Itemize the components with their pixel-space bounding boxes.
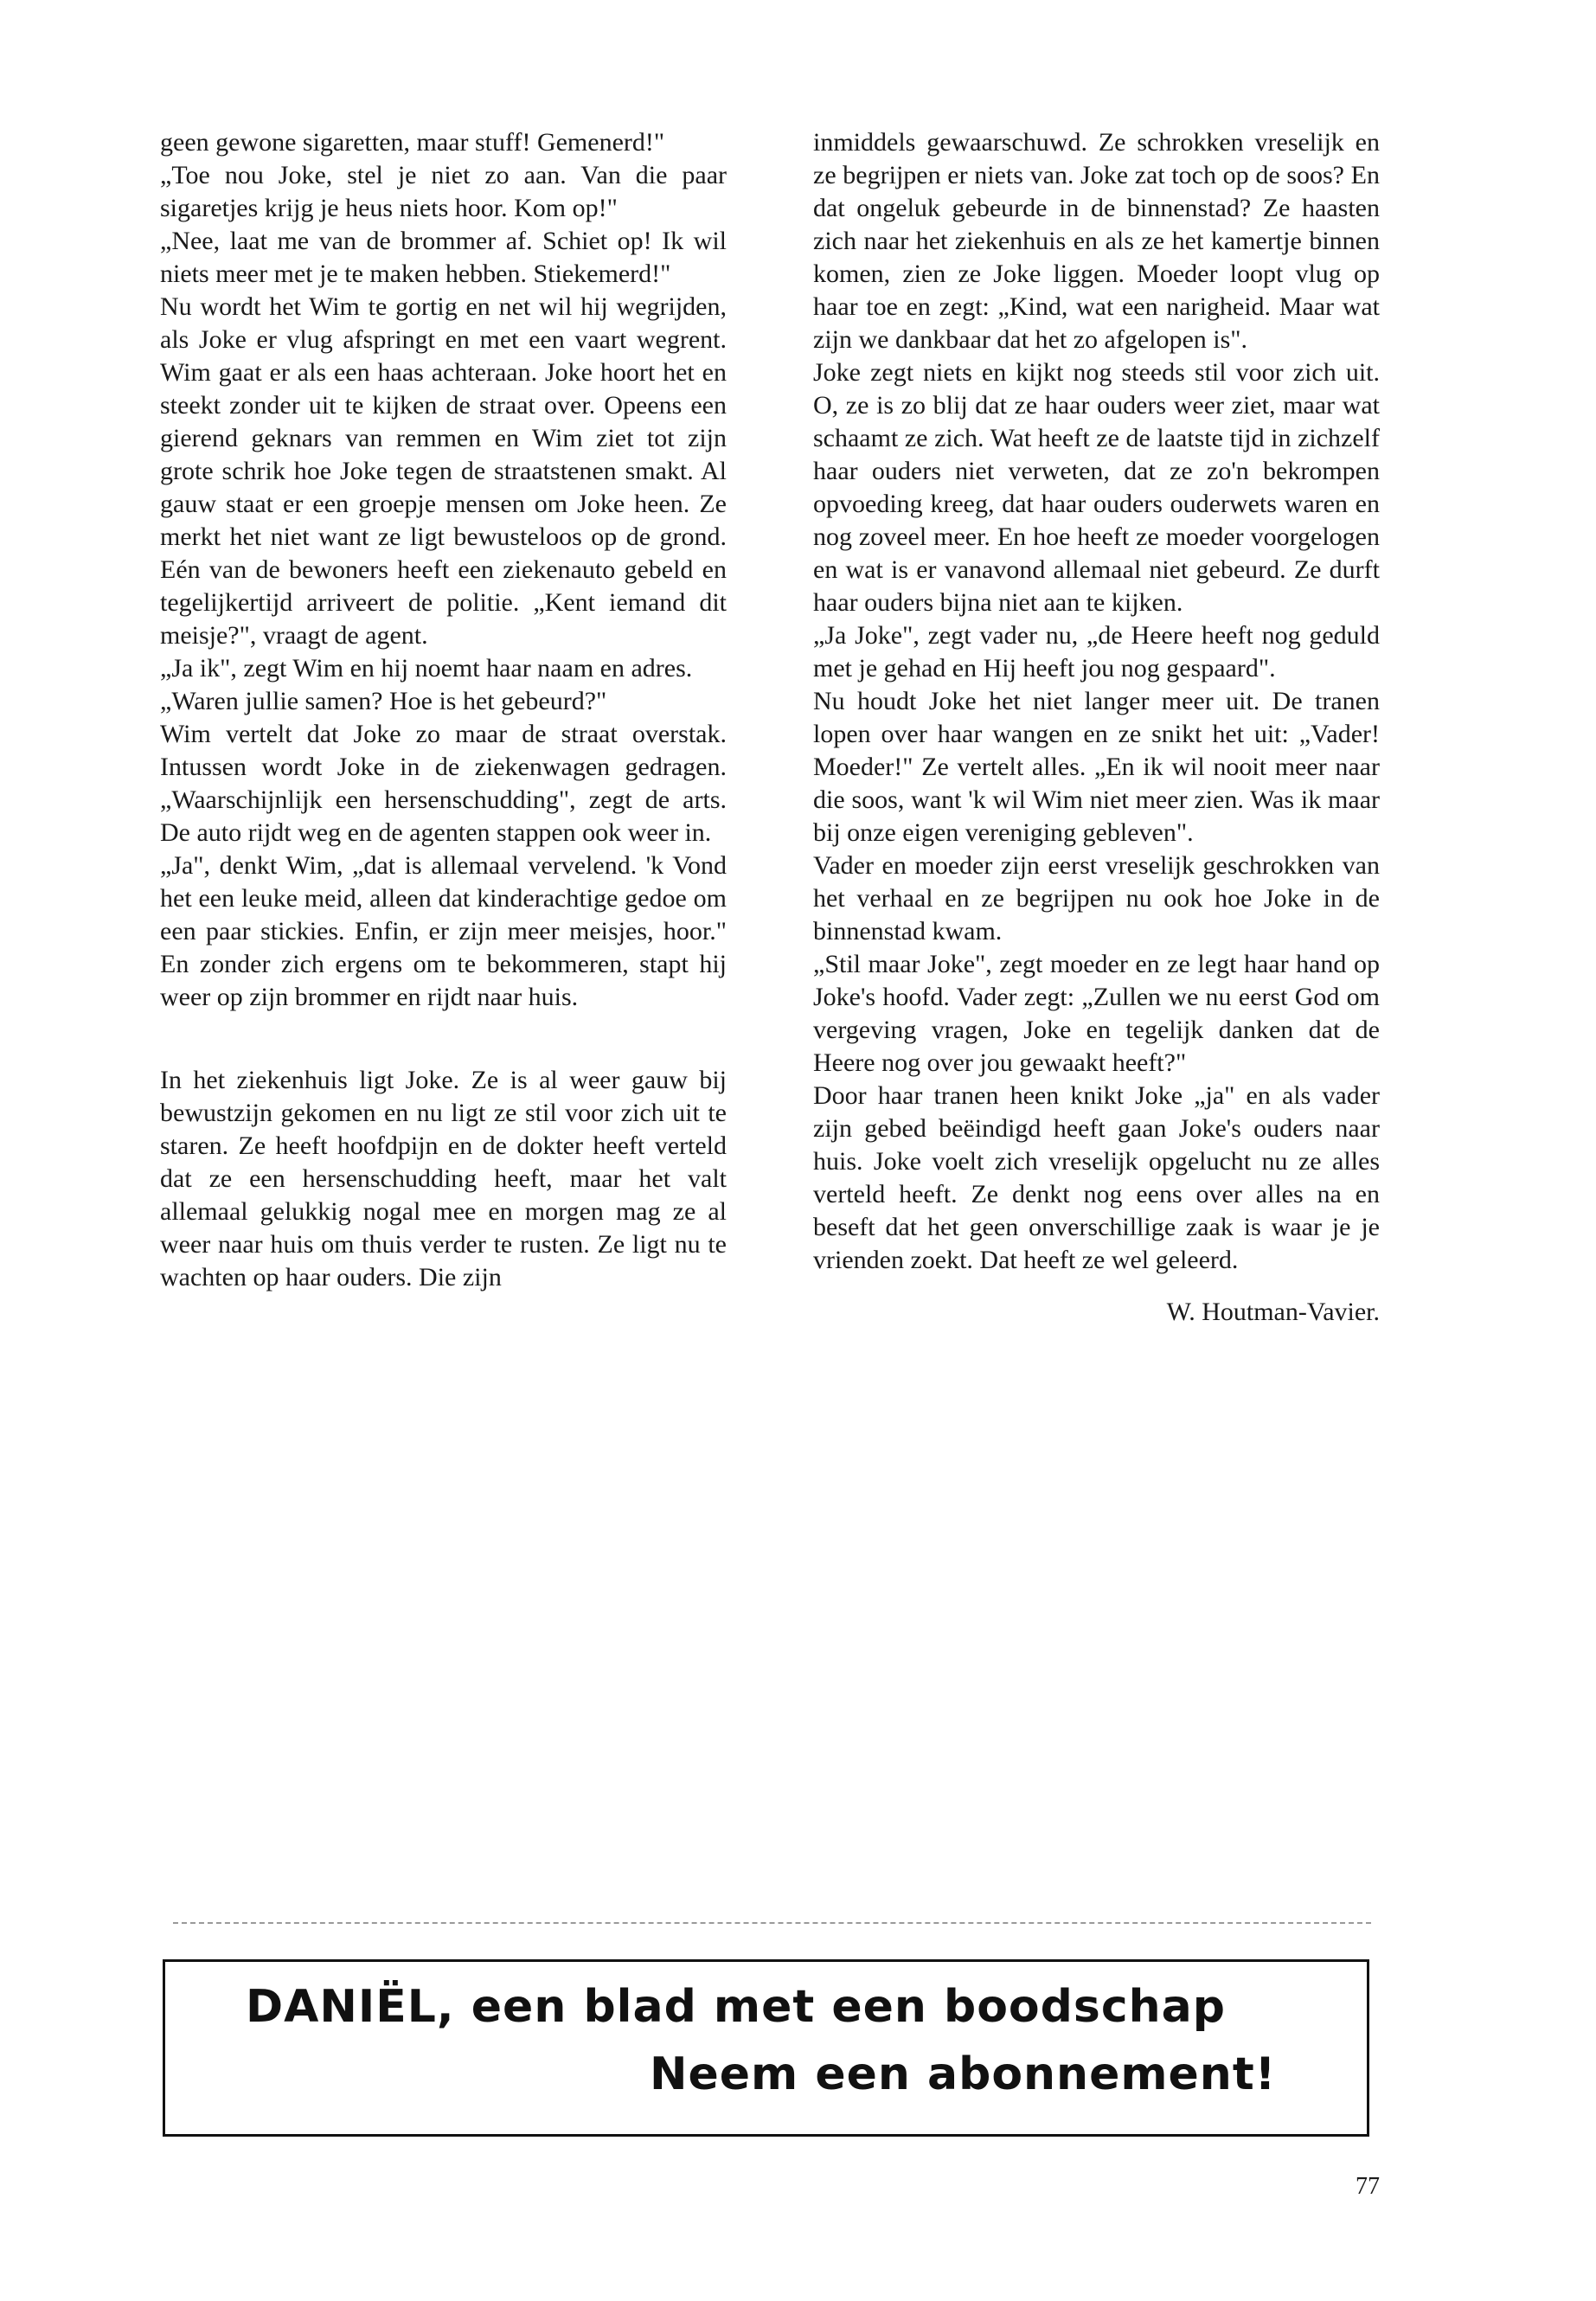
author-signature: W. Houtman-Vavier. <box>1166 1298 1380 1326</box>
right-column <box>813 126 1380 1329</box>
paragraph: Joke zegt niets en kijkt nog steeds stil voor zich uit. O, ze is zo blij dat ze haar ouders weer ziet, maar wat schaamt ze zich. Wat heeft ze de laatste tijd in zichzelf haar ouders niet verweten, dat ze zo'n bekrompen opvoeding kreeg, dat haar ouders ouderwets waren en nog zoveel meer. En hoe heeft ze moeder voorgelogen en wat is er vanavond allemaal niet gebeurd. Ze durft haar ouders bijna niet aan te kijken. <box>813 358 1380 617</box>
paragraph: „Waren jullie samen? Hoe is het gebeurd?" <box>160 687 607 715</box>
paragraph: geen gewone sigaretten, maar stuff! Gemenerd!" <box>160 128 665 157</box>
advertisement-call-to-action: Neem een abonnement! <box>650 2048 1277 2100</box>
paragraph: „Nee, laat me van de brommer af. Schiet op! Ik wil niets meer met je te maken hebben. Stiekemerd!" <box>160 227 727 288</box>
paragraph: Nu houdt Joke het niet langer meer uit. De tranen lopen over haar wangen en ze snikt het uit: „Vader! Moeder!" Ze vertelt alles. „En ik wil nooit meer naar die soos, want 'k wil Wim niet meer zien. Was ik maar bij onze eigen vereniging gebleven". <box>813 687 1380 847</box>
paragraph: „Stil maar Joke", zegt moeder en ze legt haar hand op Joke's hoofd. Vader zegt: „Zullen we nu eerst God om vergeving vragen, Joke en tegelijk danken dat de Heere nog over jou gewaakt heeft?" <box>813 950 1380 1077</box>
paragraph: Door haar tranen heen knikt Joke „ja" en als vader zijn gebed beëindigd heeft gaan Joke's ouders naar huis. Joke voelt zich vreselijk opgelucht nu ze alles verteld heeft. Ze denkt nog eens over alles na en beseft dat het geen onverschillige zaak is waar je je vrienden zoekt. Dat heeft ze wel geleerd. <box>813 1081 1380 1274</box>
advertisement-box <box>163 1959 1369 2137</box>
paragraph: „Ja Joke", zegt vader nu, „de Heere heeft nog geduld met je gehad en Hij heeft jou nog gespaard". <box>813 621 1380 683</box>
paragraph: Vader en moeder zijn eerst vreselijk geschrokken van het verhaal en ze begrijpen nu ook hoe Joke in de binnenstad kwam. <box>813 851 1380 945</box>
paragraph: inmiddels gewaarschuwd. Ze schrokken vreselijk en ze begrijpen er niets van. Joke zat toch op de soos? En dat ongeluk gebeurde in de binnenstad? Ze haasten zich naar het ziekenhuis en als ze het kamertje binnen komen, zien ze Joke liggen. Moeder loopt vlug op haar toe en zegt: „Kind, wat een narigheid. Maar wat zijn we dankbaar dat het zo afgelopen is". <box>813 128 1380 354</box>
left-column <box>160 126 727 1294</box>
paragraph: „Ja", denkt Wim, „dat is allemaal vervelend. 'k Vond het een leuke meid, alleen dat kinderachtige gedoe om een paar stickies. Enfin, er zijn meer meisjes, hoor." En zonder zich ergens om te bekommeren, stapt hij weer op zijn brommer en rijdt naar huis. <box>160 851 727 1011</box>
paragraph: „Toe nou Joke, stel je niet zo aan. Van die paar sigaretjes krijg je heus niets hoor. Kom op!" <box>160 161 727 222</box>
divider-rule <box>173 1922 1371 1924</box>
paragraph: Nu wordt het Wim te gortig en net wil hij wegrijden, als Joke er vlug afspringt en met een vaart wegrent. Wim gaat er als een haas achteraan. Joke hoort het en steekt zonder uit te kijken de straat over. Opeens een gierend geknars van remmen en Wim ziet tot zijn grote schrik hoe Joke tegen de straatstenen smakt. Al gauw staat er een groepje mensen om Joke heen. Ze merkt het niet want ze ligt bewusteloos op de grond. Eén van de bewoners heeft een ziekenauto gebeld en tegelijkertijd arriveert de politie. „Kent iemand dit meisje?", vraagt de agent. <box>160 292 727 650</box>
paragraph: In het ziekenhuis ligt Joke. Ze is al weer gauw bij bewustzijn gekomen en nu ligt ze stil voor zich uit te staren. Ze heeft hoofdpijn en de dokter heeft verteld dat ze een hersenschudding heeft, maar het valt allemaal gelukkig nogal mee en morgen mag ze al weer naar huis om thuis verder te rusten. Ze ligt nu te wachten op haar ouders. Die zijn <box>160 1066 727 1292</box>
paragraph: Wim vertelt dat Joke zo maar de straat overstak. Intussen wordt Joke in de ziekenwagen gedragen. „Waarschijnlijk een hersenschudding", zegt de arts. De auto rijdt weg en de agenten stappen ook weer in. <box>160 720 727 847</box>
advertisement-headline: DANIËL, een blad met een boodschap <box>246 1981 1226 2033</box>
paragraph: „Ja ik", zegt Wim en hij noemt haar naam en adres. <box>160 654 693 683</box>
page-number: 77 <box>1356 2173 1380 2200</box>
